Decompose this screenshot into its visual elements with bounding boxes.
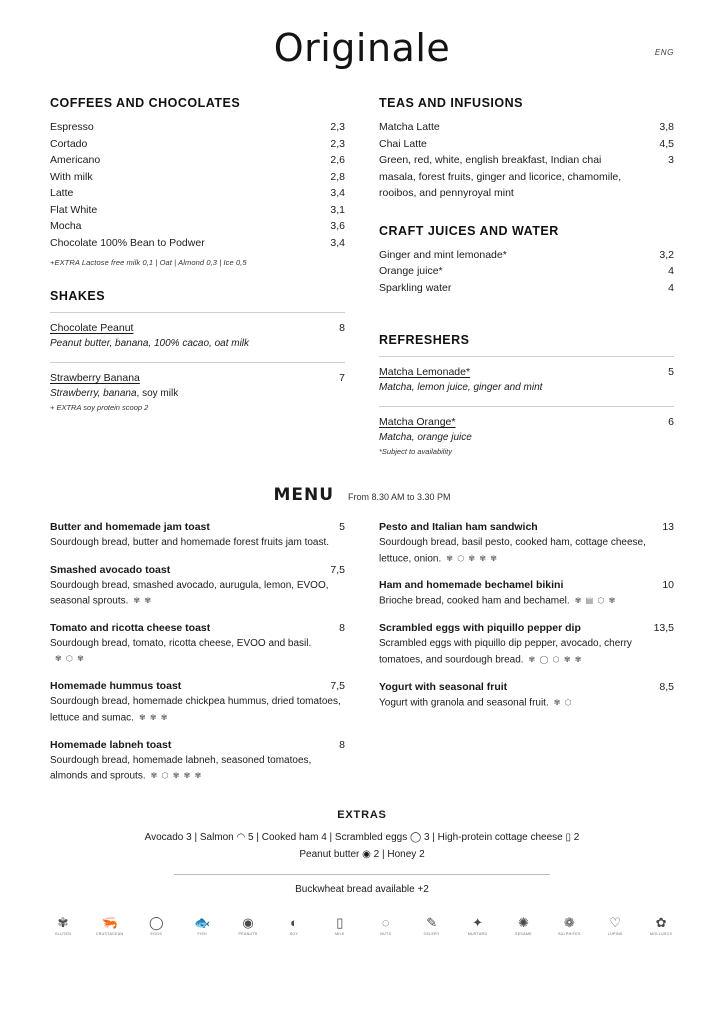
allergen-icons: ✾ ⬡ ✾ ✾ ✾ xyxy=(150,771,203,781)
item-price: 4 xyxy=(668,281,674,294)
dish-item xyxy=(50,680,345,725)
item-name: Flat White xyxy=(50,203,98,216)
section-title-juices: CRAFT JUICES AND WATER xyxy=(379,223,559,238)
dish-name: Scrambled eggs with piquillo pepper dip xyxy=(379,622,581,635)
allergen-icons: ✾ ✾ xyxy=(133,596,153,605)
allergen-sesame xyxy=(510,915,536,936)
menu-row xyxy=(50,185,345,202)
item-name[interactable]: Matcha Lemonade* xyxy=(379,366,471,378)
extras-line-2: Peanut butter ◉ 2 | Honey 2 xyxy=(299,849,425,861)
dish-name: Smashed avocado toast xyxy=(50,563,171,576)
drinks-right-column xyxy=(379,96,674,467)
allergen-label: SOY xyxy=(289,932,299,937)
section-title-shakes: SHAKES xyxy=(50,289,106,303)
dish-description xyxy=(379,636,674,667)
dish-description-text: Yogurt with granola and seasonal fruit. xyxy=(379,697,549,709)
dish-description xyxy=(379,535,674,566)
allergen-milk xyxy=(327,915,353,936)
item-name[interactable]: Chocolate Peanut xyxy=(50,322,134,334)
item-name: Americano xyxy=(50,154,101,166)
menu-row xyxy=(50,119,345,136)
dish-price: 13,5 xyxy=(653,622,674,635)
dish-price: 7,5 xyxy=(330,563,345,576)
item-name: Chocolate 100% Bean to Podwer xyxy=(50,236,205,249)
extras-title: EXTRAS xyxy=(337,809,387,822)
dish-price: 5 xyxy=(339,521,345,533)
section-title-teas: TEAS AND INFUSIONS xyxy=(379,96,523,110)
dish-description-text: Brioche bread, cooked ham and bechamel. xyxy=(379,595,570,607)
item-name: Green, red, white, english breakfast, Indian chai masala, forest fruits, ginger and licorice, chamomile, rooibos, and pennyroyal mint xyxy=(379,154,622,199)
dish-price: 8 xyxy=(339,621,345,634)
food-section xyxy=(50,521,674,797)
mustard-icon: ✦ xyxy=(472,915,483,931)
sulphites-icon: ❁ xyxy=(563,915,575,931)
item-price: 4,5 xyxy=(659,137,674,150)
menu-row xyxy=(50,218,345,235)
gluten-icon: ✾ xyxy=(57,915,69,931)
item-name: Chai Latte xyxy=(379,137,427,150)
allergen-mustard xyxy=(465,915,491,936)
allergen-peanuts xyxy=(235,915,261,936)
allergen-icons: ✾ ⬡ ✾ xyxy=(55,654,85,664)
item-price: 2,6 xyxy=(330,154,345,166)
dish-price: 10 xyxy=(662,579,674,592)
allergen-icons: ✾ ⬡ ✾ ✾ ✾ xyxy=(446,553,498,563)
soy-icon: ◐ xyxy=(290,915,298,931)
item-price: 4 xyxy=(668,265,674,277)
dish-description-text: Sourdough bread, tomato, ricotta cheese, EVOO and basil. xyxy=(50,637,312,649)
item-description-rest: , soy milk xyxy=(136,388,179,399)
coffees-extra-note: +EXTRA Lactose free milk 0,1 | Oat | Almond 0,3 | Ice 0,5 xyxy=(50,258,247,267)
item-name: Ginger and mint lemonade* xyxy=(379,248,507,261)
item-name: Sparkling water xyxy=(379,281,452,294)
crustacean-icon: 🦐 xyxy=(101,915,118,931)
item-name: With milk xyxy=(50,170,93,183)
molluscs-icon: ✿ xyxy=(655,915,667,931)
food-right-column xyxy=(379,521,674,797)
menu-row xyxy=(50,152,345,169)
menu-row xyxy=(50,136,345,153)
extras-line-1: Avocado 3 | Salmon ◠ 5 | Cooked ham 4 | Scrambled eggs ◯ 3 | High-protein cottage cheese ▯ 2 xyxy=(144,832,580,844)
allergen-nuts xyxy=(373,915,399,936)
item-price: 3,2 xyxy=(659,248,674,261)
allergen-label: SULPHITES xyxy=(557,932,581,937)
divider xyxy=(379,406,674,407)
item-price: 2,3 xyxy=(330,137,345,150)
item-name: Matcha Latte xyxy=(379,121,440,133)
allergen-label: MOLLUSCS xyxy=(650,932,673,937)
sesame-icon: ✺ xyxy=(517,915,529,931)
dish-description xyxy=(50,535,345,551)
shake-item xyxy=(50,322,345,351)
item-description xyxy=(50,386,345,401)
allergen-molluscs xyxy=(648,915,674,936)
menu-heading xyxy=(50,485,674,505)
allergen-label: FISH xyxy=(197,932,207,937)
menu-row xyxy=(379,247,674,264)
dish-item xyxy=(379,681,674,711)
divider xyxy=(174,874,550,875)
dish-item xyxy=(379,521,674,566)
menu-hours: From 8.30 AM to 3.30 PM xyxy=(348,492,451,502)
shake-item xyxy=(50,372,345,412)
allergen-gluten xyxy=(50,915,76,936)
allergen-label: NUTS xyxy=(380,932,392,937)
item-description-italic: Strawberry, banana xyxy=(50,388,137,399)
dish-description xyxy=(379,695,674,711)
divider xyxy=(50,362,345,363)
dish-name: Homemade labneh toast xyxy=(50,738,172,751)
nuts-icon: ◌ xyxy=(381,915,390,931)
peanuts-icon: ◉ xyxy=(242,915,254,931)
dish-name: Ham and homemade bechamel bikini xyxy=(379,579,564,592)
item-price: 6 xyxy=(668,416,674,428)
eggs-icon: ◯ xyxy=(149,915,164,931)
item-description: Matcha, orange juice xyxy=(379,432,472,443)
menu-row xyxy=(379,263,674,280)
item-name: Mocha xyxy=(50,220,82,232)
menu-row xyxy=(379,152,674,202)
item-price: 3,4 xyxy=(330,187,345,199)
brand-logo: Originale xyxy=(273,26,451,70)
allergen-sulphites xyxy=(556,915,582,936)
allergen-legend xyxy=(50,915,674,936)
dish-description-text: Sourdough bread, butter and homemade forest fruits jam toast. xyxy=(50,537,330,548)
shakes-extra-note: + EXTRA soy protein scoop 2 xyxy=(50,403,149,412)
dish-name: Yogurt with seasonal fruit xyxy=(379,680,508,693)
allergen-label: SESAME xyxy=(515,932,532,937)
dish-item xyxy=(379,579,674,609)
dish-name: Tomato and ricotta cheese toast xyxy=(50,621,211,634)
dish-item xyxy=(379,622,674,667)
dish-description-text: Scrambled eggs with piquillo dip pepper, avocado, cherry tomatoes, and sourdough bread. xyxy=(379,638,632,666)
item-name: Orange juice* xyxy=(379,265,443,277)
dish-item xyxy=(50,521,345,551)
dish-description xyxy=(50,694,345,725)
item-price: 3,8 xyxy=(659,121,674,133)
allergen-icons: ✾ ✾ ✾ xyxy=(138,712,169,722)
dish-price: 7,5 xyxy=(330,680,345,693)
dish-description-text: Sourdough bread, smashed avocado, aurugula, lemon, EVOO, seasonal sprouts. xyxy=(50,579,329,607)
dish-item xyxy=(50,622,345,667)
allergen-eggs xyxy=(143,915,169,936)
allergen-crustacean xyxy=(96,915,124,936)
divider xyxy=(50,312,345,313)
celery-icon: ✎ xyxy=(426,915,438,931)
dish-name: Butter and homemade jam toast xyxy=(50,521,210,533)
allergen-label: PEANUTS xyxy=(238,932,258,937)
dish-description xyxy=(50,636,345,667)
allergen-label: CRUSTACEAN xyxy=(95,932,124,937)
item-name: Espresso xyxy=(50,121,94,133)
dish-description-text: Sourdough bread, homemade chickpea hummus, dried tomatoes, lettuce and sumac. xyxy=(50,696,341,724)
refresher-item xyxy=(379,366,674,395)
dish-name: Homemade hummus toast xyxy=(50,680,182,693)
section-title-coffees: COFFEES AND CHOCOLATES xyxy=(50,96,241,110)
allergen-label: GLUTEN xyxy=(54,932,72,937)
milk-icon: ▯ xyxy=(336,915,344,931)
item-price: 3,1 xyxy=(330,203,345,216)
menu-row xyxy=(379,119,674,136)
allergen-label: LUPINS xyxy=(607,932,623,937)
allergen-label: MILK xyxy=(335,932,345,937)
allergen-lupins xyxy=(602,915,628,936)
item-price: 3,6 xyxy=(330,220,345,232)
allergen-celery xyxy=(419,915,445,936)
lupins-icon: ♡ xyxy=(609,915,622,931)
menu-row xyxy=(50,202,345,219)
bread-note: Buckwheat bread available +2 xyxy=(295,884,429,896)
allergen-fish xyxy=(189,915,215,936)
allergen-soy xyxy=(281,915,307,936)
section-title-refreshers: REFRESHERS xyxy=(379,333,470,347)
item-price: 5 xyxy=(668,366,674,378)
dish-item xyxy=(50,564,345,609)
language-indicator[interactable]: ENG xyxy=(654,48,674,57)
dish-price: 8,5 xyxy=(659,680,674,693)
dish-name: Pesto and Italian ham sandwich xyxy=(379,521,538,533)
availability-note: *Subject to availability xyxy=(379,447,452,456)
dish-price: 13 xyxy=(662,521,674,533)
allergen-label: MUSTARD xyxy=(467,932,488,937)
drinks-left-column xyxy=(50,96,345,467)
menu-row xyxy=(379,280,674,297)
item-name: Cortado xyxy=(50,137,88,150)
allergen-label: CELERY xyxy=(423,932,440,937)
refresher-item xyxy=(379,416,674,456)
fish-icon: 🐟 xyxy=(194,915,211,931)
item-price: 3,4 xyxy=(330,236,345,249)
dish-description xyxy=(50,578,345,609)
item-name: Latte xyxy=(50,187,74,199)
item-description: Matcha, lemon juice, ginger and mint xyxy=(379,382,543,393)
menu-row xyxy=(50,235,345,252)
item-name[interactable]: Matcha Orange* xyxy=(379,416,456,428)
item-price: 2,3 xyxy=(330,121,345,133)
menu-row xyxy=(50,169,345,186)
item-name[interactable]: Strawberry Banana xyxy=(50,372,140,384)
menu-title: MENU xyxy=(273,485,334,505)
dish-price: 8 xyxy=(339,738,345,751)
page-header xyxy=(50,0,674,96)
dish-item xyxy=(50,739,345,784)
item-price: 8 xyxy=(339,322,345,334)
dish-description xyxy=(379,593,674,609)
dish-description-text: Sourdough bread, homemade labneh, seasoned tomatoes, almonds and sprouts. xyxy=(50,754,312,782)
dish-description-text: Sourdough bread, basil pesto, cooked ham, cottage cheese, lettuce, onion. xyxy=(379,537,646,564)
item-price: 3 xyxy=(668,154,674,166)
item-price: 2,8 xyxy=(330,170,345,183)
food-left-column xyxy=(50,521,345,797)
allergen-icons: ✾ ⬡ xyxy=(553,697,573,707)
allergen-icons: ✾ ▤ ⬡ ✾ xyxy=(574,596,617,606)
dish-description xyxy=(50,753,345,784)
menu-row xyxy=(379,136,674,153)
allergen-label: EGGS xyxy=(150,932,163,937)
item-description: Peanut butter, banana, 100% cacao, oat milk xyxy=(50,338,250,349)
allergen-icons: ✾ ◯ ⬡ ✾ ✾ xyxy=(528,654,583,664)
item-price: 7 xyxy=(339,372,345,384)
drinks-section xyxy=(50,96,674,467)
divider xyxy=(379,356,674,357)
